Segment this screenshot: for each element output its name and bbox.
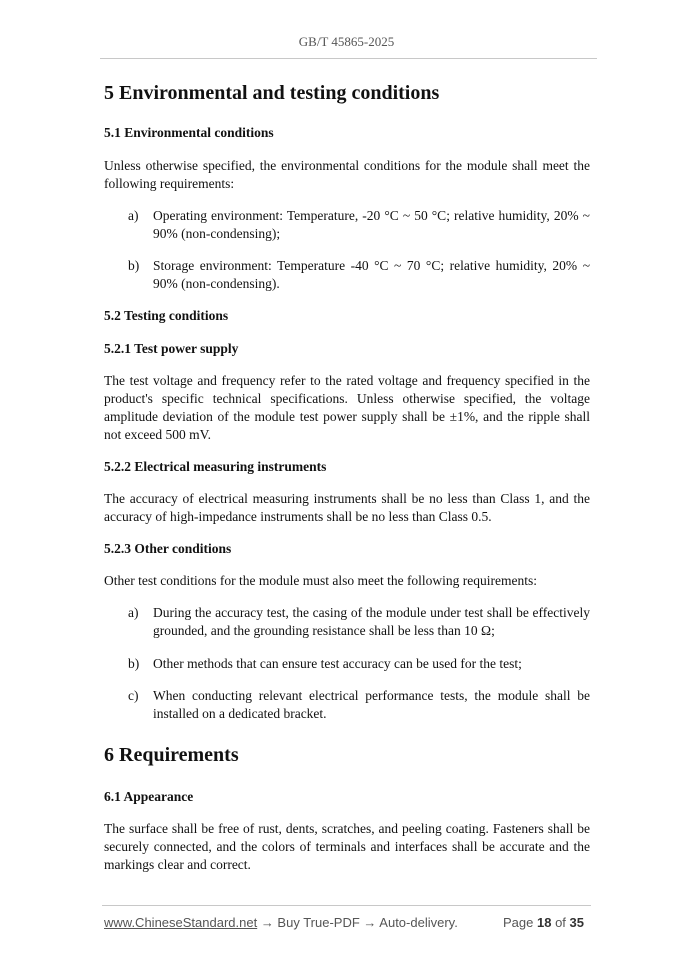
section-5-2-1-text: The test voltage and frequency refer to the rated voltage and frequency specified in the product's specific technical specifications. Unless otherwise specified, the voltage amplitude deviation of the module test power supply shall be ±1%, and the ripple shall not exceed 500 mV. [104,373,590,442]
section-5-2-heading: 5.2 Testing conditions [104,308,229,323]
section-5-1-heading: 5.1 Environmental conditions [104,125,274,140]
section-5-1-intro: Unless otherwise specified, the environmental conditions for the module shall meet the following requirements: [104,158,590,191]
list-text: During the accuracy test, the casing of the module under test shall be effectively grounded, and the grounding resistance shall be less than 10 Ω; [153,605,590,638]
list-item [128,655,590,673]
list-item [128,207,590,243]
list-item [128,257,590,293]
list-marker: b) [128,258,140,273]
page-total: 35 [569,915,584,930]
list-marker: a) [128,605,139,620]
section-6-heading: 6 Requirements [104,744,239,766]
list-item [128,604,590,640]
section-6-1-heading: 6.1 Appearance [104,789,194,804]
list-text: When conducting relevant electrical performance tests, the module shall be installed on a dedicated bracket. [153,688,590,721]
list-text: Other methods that can ensure test accuracy can be used for the test; [153,656,522,671]
page-indicator [503,915,584,930]
list-text: Storage environment: Temperature -40 °C ~ 70 °C; relative humidity, 20% ~ 90% (non-condensing). [153,258,590,291]
list-marker: a) [128,208,139,223]
section-5-2-1-heading: 5.2.1 Test power supply [104,341,239,356]
section-5-2-2-heading: 5.2.2 Electrical measuring instruments [104,459,327,474]
section-5-2-3-heading: 5.2.3 Other conditions [104,541,232,556]
footer-tagline: → Buy True-PDF → Auto-delivery. [257,915,458,930]
of-label: of [555,915,566,930]
page-label: Page [502,915,534,930]
website-link[interactable]: www.ChineseStandard.net [104,915,258,930]
section-5-heading: 5 Environmental and testing conditions [104,82,440,104]
list-item [128,687,590,723]
section-6-1-text: The surface shall be free of rust, dents, scratches, and peeling coating. Fasteners shall be securely connected, and the colors of terminals and interfaces shall be accurate and the markings clear and correct. [104,821,590,872]
footer-divider [102,905,591,906]
running-header: GB/T 45865-2025 [298,34,395,49]
section-5-2-3-intro: Other test conditions for the module must also meet the following requirements: [104,573,538,588]
header-divider [100,58,597,59]
list-marker: b) [128,656,140,671]
page-current: 18 [536,915,552,930]
page-footer [104,915,590,930]
section-5-2-2-text: The accuracy of electrical measuring instruments shall be no less than Class 1, and the accuracy of high-impedance instruments shall be no less than Class 0.5. [104,491,590,524]
list-marker: c) [128,688,139,703]
list-text: Operating environment: Temperature, -20 °C ~ 50 °C; relative humidity, 20% ~ 90% (non-condensing); [153,208,590,241]
